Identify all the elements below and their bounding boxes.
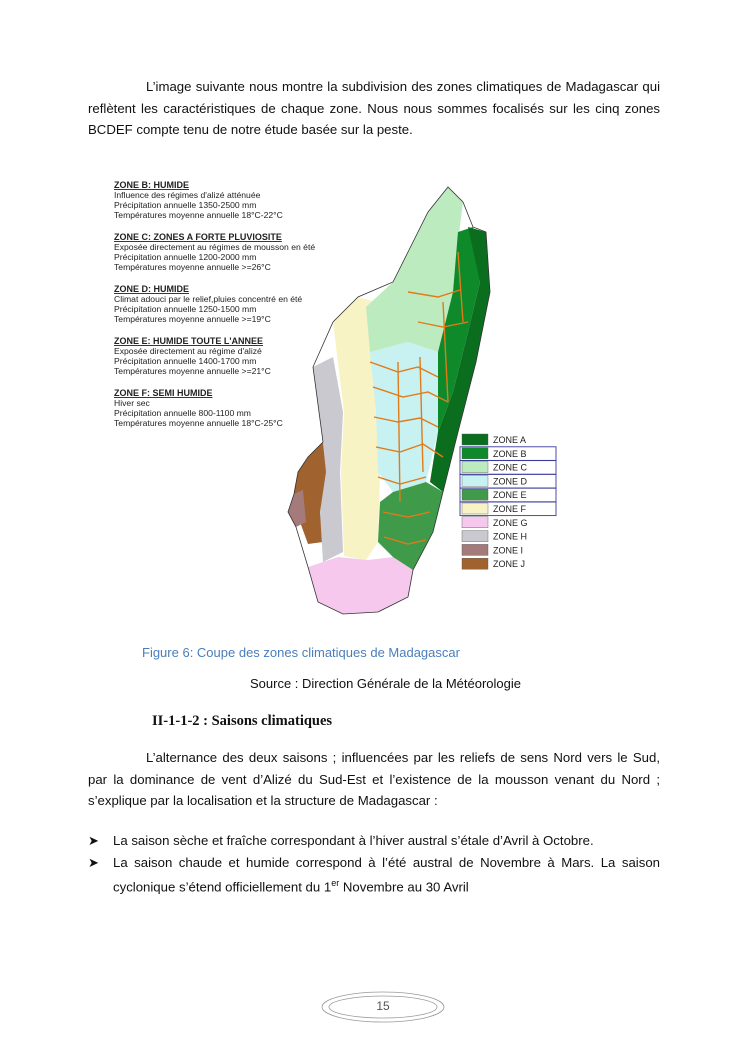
zone-description-line: Exposée directement au régime d'alizé bbox=[114, 346, 262, 356]
zone-description-line: Précipitation annuelle 1250-1500 mm bbox=[114, 304, 257, 314]
legend-label: ZONE H bbox=[493, 531, 528, 542]
zone-description-title: ZONE E: HUMIDE TOUTE L'ANNEE bbox=[114, 336, 263, 346]
bullet-text-part: Novembre au 30 Avril bbox=[339, 879, 469, 895]
legend-item bbox=[460, 488, 556, 502]
legend-swatch bbox=[462, 462, 488, 473]
legend-swatch bbox=[462, 531, 488, 542]
zone-description-line: Exposée directement au régimes de mousson en été bbox=[114, 242, 316, 252]
legend-item bbox=[460, 474, 556, 488]
zone-description-line: Hiver sec bbox=[114, 398, 150, 408]
seasons-paragraph: L’alternance des deux saisons ; influencées par les reliefs de sens Nord vers le Sud, par la dominance de vent d’Alizé du Sud-Est et l’existence de la mousson venant du Nord ; s’explique par la localisation et la structure de Madagascar : bbox=[88, 750, 660, 808]
zone-description-line: Précipitation annuelle 1350-2500 mm bbox=[114, 200, 257, 210]
arrow-bullet-icon: ➤ bbox=[88, 854, 99, 870]
arrow-bullet-icon: ➤ bbox=[88, 833, 99, 848]
legend-swatch bbox=[462, 475, 488, 486]
bullet-text bbox=[113, 852, 660, 898]
legend-label: ZONE E bbox=[493, 490, 527, 501]
legend-swatch bbox=[462, 558, 488, 569]
legend-label: ZONE J bbox=[493, 559, 526, 570]
list-item bbox=[88, 830, 660, 852]
legend-item bbox=[462, 558, 525, 569]
intro-paragraph: L’image suivante nous montre la subdivision des zones climatiques de Madagascar qui reflètent les caractéristiques de chaque zone. Nous nous sommes focalisés sur les cinq zones BCDEF compte tenu de notre étude basée sur la peste. bbox=[88, 79, 660, 137]
legend-item bbox=[462, 517, 528, 528]
legend-swatch bbox=[462, 434, 488, 445]
legend-item bbox=[462, 531, 527, 542]
legend-swatch bbox=[462, 503, 488, 514]
legend-item bbox=[460, 447, 556, 461]
zone-description-line: Précipitation annuelle 1400-1700 mm bbox=[114, 356, 257, 366]
legend-item bbox=[462, 434, 526, 445]
legend-label: ZONE C bbox=[493, 462, 528, 473]
legend-swatch bbox=[462, 544, 488, 555]
legend-item bbox=[460, 502, 556, 516]
climate-zones-map bbox=[108, 172, 558, 622]
legend-swatch bbox=[462, 489, 488, 500]
zone-legend bbox=[460, 434, 556, 569]
zone-description-title: ZONE C: ZONES A FORTE PLUVIOSITE bbox=[114, 232, 282, 242]
legend-label: ZONE B bbox=[493, 448, 527, 459]
section-heading: II-1-1-2 : Saisons climatiques bbox=[152, 713, 333, 729]
zone-description-line: Précipitation annuelle 800-1100 mm bbox=[114, 408, 251, 418]
zone-description-title: ZONE D: HUMIDE bbox=[114, 284, 189, 294]
zone-description-line: Influence des régimes d'alizé atténuée bbox=[114, 190, 261, 200]
legend-swatch bbox=[462, 517, 488, 528]
zone-description-line: Températures moyenne annuelle >=26°C bbox=[114, 262, 271, 272]
map-zone-e bbox=[378, 482, 443, 570]
legend-label: ZONE F bbox=[493, 504, 526, 514]
zone-description-title: ZONE B: HUMIDE bbox=[114, 180, 189, 190]
figure-caption: Figure 6: Coupe des zones climatiques de Madagascar bbox=[142, 645, 460, 660]
page-number: 15 bbox=[376, 999, 390, 1013]
legend-swatch bbox=[462, 448, 488, 459]
zone-description-line: Températures moyenne annuelle 18°C-22°C bbox=[114, 210, 283, 220]
list-item bbox=[88, 852, 660, 898]
legend-label: ZONE D bbox=[493, 476, 528, 487]
zone-description-line: Températures moyenne annuelle 18°C-25°C bbox=[114, 418, 283, 428]
superscript: er bbox=[331, 878, 340, 888]
zone-description-line: Climat adouci par le relief,pluies concentré en été bbox=[114, 294, 303, 304]
map-zone-d bbox=[370, 342, 438, 492]
zone-description-line: Températures moyenne annuelle >=21°C bbox=[114, 366, 271, 376]
map-zone-g bbox=[308, 557, 413, 614]
legend-label: ZONE G bbox=[493, 517, 528, 528]
map-zone-i bbox=[288, 490, 306, 527]
legend-item bbox=[460, 461, 556, 475]
zone-description-line: Précipitation annuelle 1200-2000 mm bbox=[114, 252, 257, 262]
legend-item bbox=[462, 544, 523, 555]
figure-source: Source : Direction Générale de la Météorologie bbox=[250, 676, 521, 691]
zone-description-line: Températures moyenne annuelle >=19°C bbox=[114, 314, 271, 324]
legend-label: ZONE I bbox=[493, 545, 524, 556]
bullet-text: La saison sèche et fraîche correspondant à l’hiver austral s’étale d’Avril à Octobre. bbox=[113, 833, 594, 848]
legend-label: ZONE A bbox=[493, 435, 527, 445]
zone-descriptions bbox=[114, 180, 315, 428]
zone-description-title: ZONE F: SEMI HUMIDE bbox=[114, 388, 213, 398]
bullet-text-part: La saison chaude et humide correspond à l’été austral de Novembre à Mars. La saison cyclonique s’étend officiellement du 1 bbox=[113, 854, 660, 895]
bullet-list bbox=[88, 830, 660, 898]
page-number-frame bbox=[320, 990, 446, 1024]
